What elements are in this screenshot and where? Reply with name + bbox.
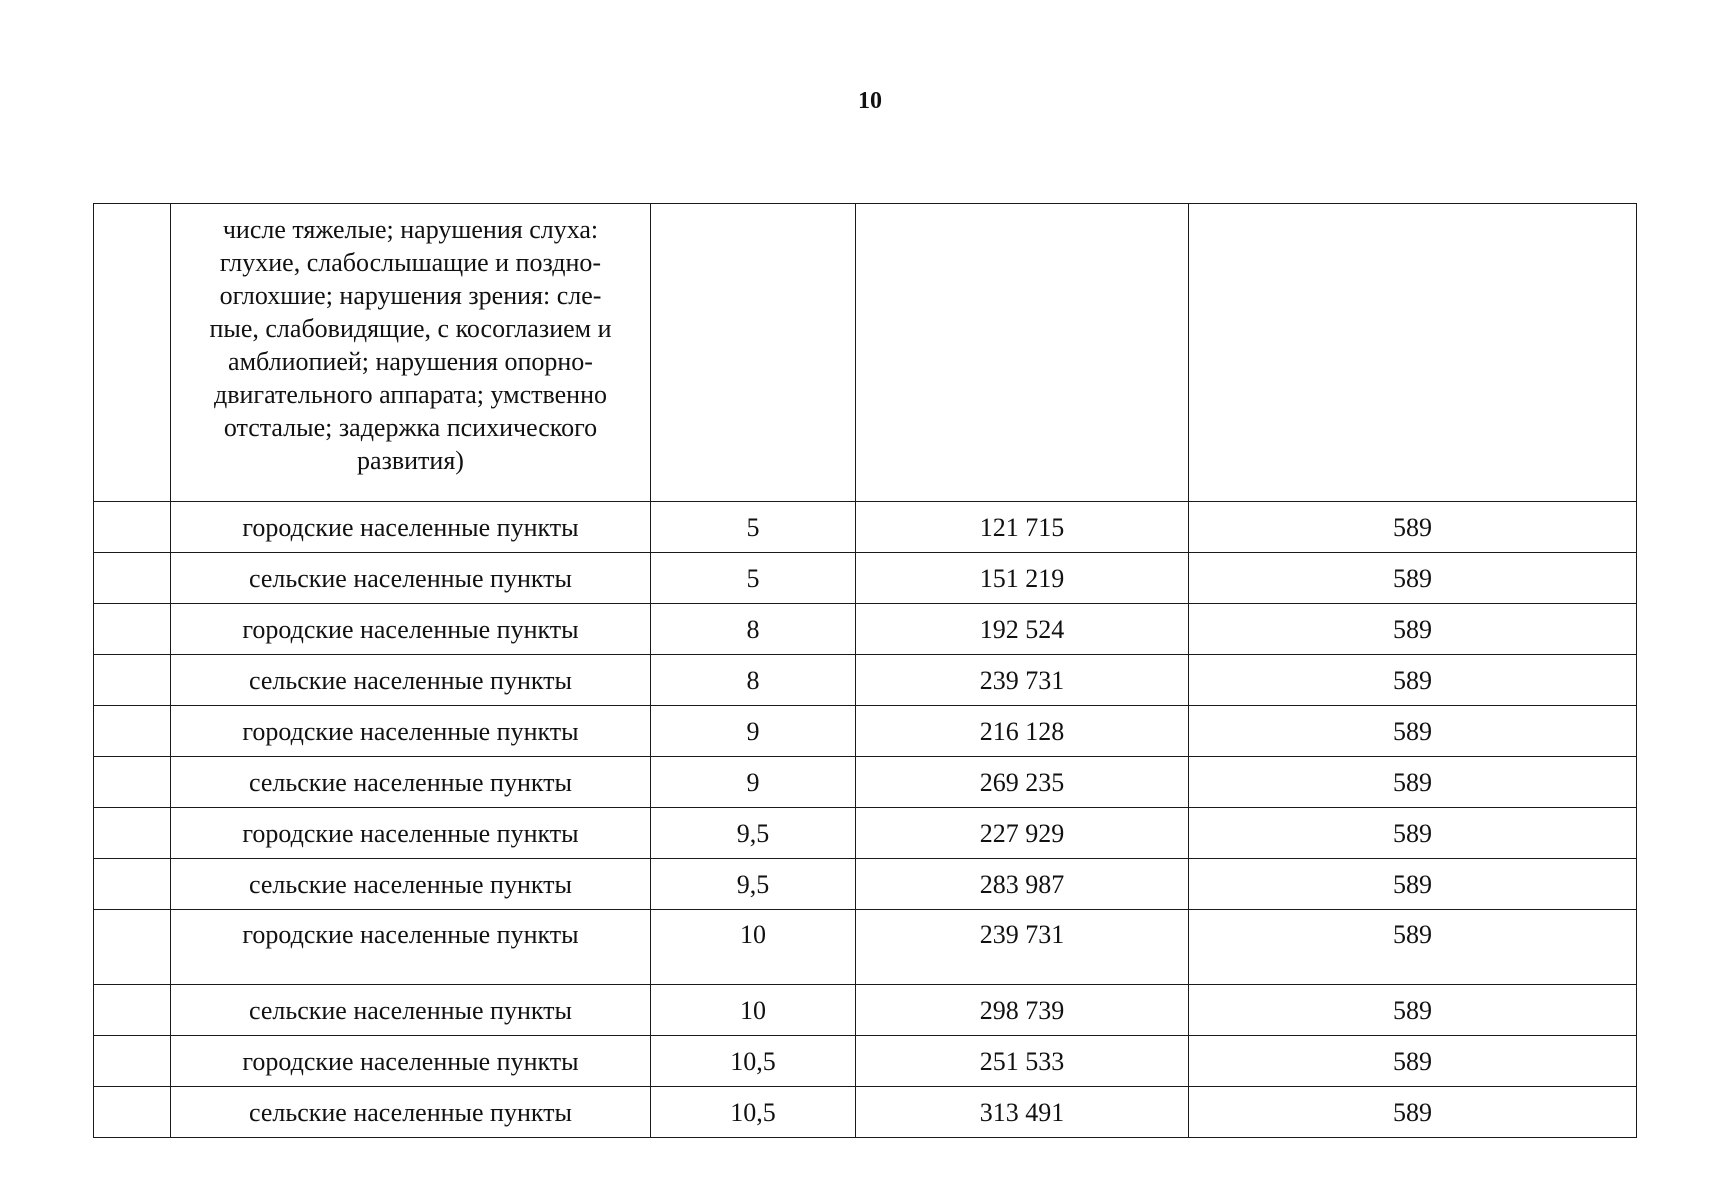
cell-label: сельские населенные пункты	[171, 655, 651, 706]
cell-col3: 10,5	[651, 1087, 856, 1138]
table-row	[94, 985, 1637, 1036]
cell-col5	[1189, 204, 1637, 502]
cell-col5: 589	[1189, 985, 1637, 1036]
cell-col5: 589	[1189, 604, 1637, 655]
cell-col4: 239 731	[856, 655, 1189, 706]
cell-col4: 313 491	[856, 1087, 1189, 1138]
cell-index	[94, 553, 171, 604]
cell-index	[94, 655, 171, 706]
description-line: оглохшие; нарушения зрения: сле-	[219, 281, 602, 310]
cell-index	[94, 502, 171, 553]
cell-col5: 589	[1189, 757, 1637, 808]
table-row	[94, 910, 1637, 985]
cell-index	[94, 204, 171, 502]
cell-index	[94, 604, 171, 655]
table-row	[94, 706, 1637, 757]
table-row	[94, 604, 1637, 655]
cell-col5: 589	[1189, 502, 1637, 553]
table-row	[94, 1036, 1637, 1087]
cell-label: городские населенные пункты	[171, 502, 651, 553]
cell-col5: 589	[1189, 655, 1637, 706]
cell-col4: 283 987	[856, 859, 1189, 910]
cell-col3: 10	[651, 985, 856, 1036]
cell-col5: 589	[1189, 808, 1637, 859]
data-table	[93, 203, 1637, 1138]
cell-col4: 298 739	[856, 985, 1189, 1036]
cell-col3: 5	[651, 553, 856, 604]
cell-index	[94, 985, 171, 1036]
page-number: 10	[858, 88, 882, 114]
cell-label: сельские населенные пункты	[171, 757, 651, 808]
cell-index	[94, 1036, 171, 1087]
cell-col3: 9,5	[651, 859, 856, 910]
cell-col3: 5	[651, 502, 856, 553]
cell-col4: 151 219	[856, 553, 1189, 604]
table-row	[94, 808, 1637, 859]
cell-col5: 589	[1189, 706, 1637, 757]
table-row	[94, 655, 1637, 706]
cell-label: сельские населенные пункты	[171, 553, 651, 604]
table-row	[94, 502, 1637, 553]
description-line: числе тяжелые; нарушения слуха:	[222, 215, 599, 244]
cell-col4: 227 929	[856, 808, 1189, 859]
cell-col4: 216 128	[856, 706, 1189, 757]
cell-col5: 589	[1189, 910, 1637, 985]
cell-index	[94, 1087, 171, 1138]
cell-label: сельские населенные пункты	[171, 859, 651, 910]
table-row	[94, 1087, 1637, 1138]
cell-label: городские населенные пункты	[171, 706, 651, 757]
cell-label: сельские населенные пункты	[171, 985, 651, 1036]
table-row	[94, 859, 1637, 910]
cell-col3: 8	[651, 655, 856, 706]
cell-index	[94, 706, 171, 757]
cell-col3: 9,5	[651, 808, 856, 859]
cell-col4: 239 731	[856, 910, 1189, 985]
cell-col5: 589	[1189, 1087, 1637, 1138]
cell-index	[94, 757, 171, 808]
table-row-description	[94, 204, 1637, 502]
cell-col4: 269 235	[856, 757, 1189, 808]
cell-col3: 10	[651, 910, 856, 985]
cell-col3: 9	[651, 706, 856, 757]
cell-col3: 10,5	[651, 1036, 856, 1087]
cell-col5: 589	[1189, 1036, 1637, 1087]
cell-col3: 8	[651, 604, 856, 655]
description-line: отсталые; задержка психического	[223, 413, 598, 442]
description-line: амблиопией; нарушения опорно-	[228, 347, 593, 376]
cell-col4: 121 715	[856, 502, 1189, 553]
cell-col4: 192 524	[856, 604, 1189, 655]
cell-label: городские населенные пункты	[171, 910, 651, 985]
cell-index	[94, 808, 171, 859]
cell-index	[94, 859, 171, 910]
description-line: двигательного аппарата; умственно	[214, 380, 607, 409]
description-line: глухие, слабослышащие и поздно-	[219, 248, 602, 277]
description-line: развития)	[357, 446, 464, 475]
cell-label: сельские населенные пункты	[171, 1087, 651, 1138]
cell-label: городские населенные пункты	[171, 604, 651, 655]
table-row	[94, 757, 1637, 808]
cell-label: городские населенные пункты	[171, 1036, 651, 1087]
cell-description	[171, 204, 651, 502]
cell-index	[94, 910, 171, 985]
cell-label: городские населенные пункты	[171, 808, 651, 859]
table-row	[94, 553, 1637, 604]
cell-col3	[651, 204, 856, 502]
cell-col4: 251 533	[856, 1036, 1189, 1087]
cell-col5: 589	[1189, 859, 1637, 910]
cell-col4	[856, 204, 1189, 502]
cell-col5: 589	[1189, 553, 1637, 604]
cell-col3: 9	[651, 757, 856, 808]
description-line: пые, слабовидящие, с косоглазием и	[209, 314, 612, 343]
